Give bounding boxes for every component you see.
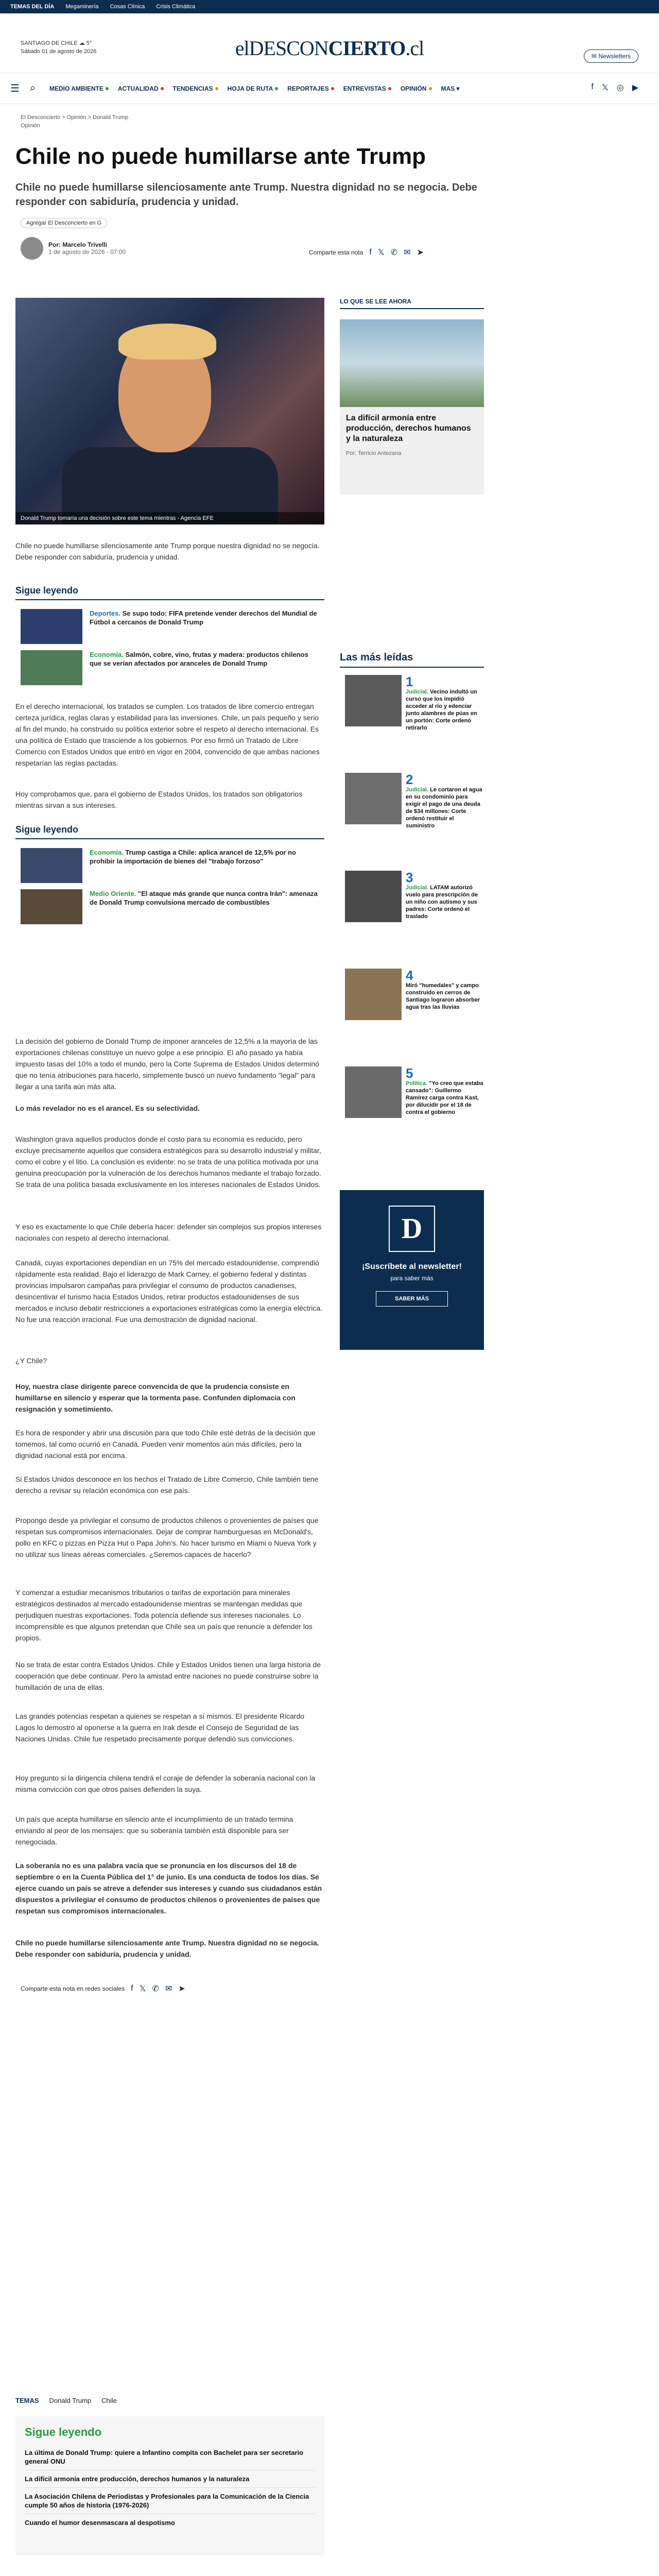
related-category: Medio Oriente.	[90, 890, 136, 897]
menu-icon[interactable]: ☰	[10, 83, 20, 94]
sigbox-item[interactable]: La Asociación Chilena de Periodistas y Profesionales para la Comunicación de la Ciencia cumple 50 años de historia (1976-2026)	[25, 2488, 315, 2514]
youtube-icon[interactable]: ▶	[632, 83, 638, 92]
paragraph: Canadá, cuyas exportaciones dependían en un 75% del mercado estadounidense, comprendió rápidamente esta realidad. Bajo el liderazgo de Mark Carney, el gobierno federal y distintas provincias impulsaron campañas para privilegiar el consumo de productos canadienses, desincentivar el turismo hacia Estados Unidos, retirar productos estadounidenses de sus mercados e incluso debatir restricciones a exportaciones estratégicas como la energía eléctrica. No fue una reacción irracional. Fue una demostración de dignidad nacional.	[15, 1259, 323, 1324]
share-label: Comparte esta nota	[309, 249, 363, 256]
paragraph: Lo más revelador no es el arancel. Es su selectividad.	[15, 1104, 200, 1112]
image-caption: Donald Trump tomaría una decisión sobre este tema mientras - Agencia EFE	[15, 512, 324, 524]
sigue-leyendo-box	[15, 2416, 324, 2555]
related-category: Deportes.	[90, 609, 120, 617]
promo-subtitle: para saber más	[390, 1275, 433, 1282]
whatsapp-icon[interactable]: ✆	[152, 1985, 159, 1993]
aside-card[interactable]	[340, 319, 484, 495]
paragraph: Propongo desde ya privilegiar el consumo de productos chilenos o provenientes de países que respetan sus compromisos internacionales. Dejar de comprar hamburguesas en McDonald's, pollo en KFC o pizzas en Pizza Hut o Papa John's. No hacer turismo en Miami o Nueva York y no utilizar sus líneas aéreas comerciales. ¿Seremos capaces de hacerlo?	[15, 1516, 319, 1558]
nav-item-mas[interactable]: MAS ▾	[441, 84, 460, 92]
share-label: Comparte esta nota en redes sociales	[21, 1985, 125, 1992]
tag-link[interactable]: Chile	[101, 2397, 117, 2404]
paragraph: Chile no puede humillarse silenciosamente ante Trump porque nuestra dignidad no se negocia. Debe responder con sabiduría, prudencia y unidad.	[15, 541, 320, 561]
nav-item-hoja-de-ruta[interactable]: HOJA DE RUTA	[228, 85, 279, 92]
article-lead: Chile no puede humillarse silenciosamente ante Trump. Nuestra dignidad no se negocia. Debe responder con sabiduría, prudencia y unidad.	[15, 182, 477, 208]
nav-item-actualidad[interactable]: ACTUALIDAD	[118, 85, 164, 92]
weather-date: Sábado 01 de agosto de 2026	[21, 48, 97, 55]
paragraph: Un país que acepta humillarse en silencio ante el incumplimiento de un tratado termina enviando al peor de los mensajes: que su soberanía también está disponible para ser renegociada.	[15, 1815, 293, 1846]
related-category: Economía.	[90, 849, 124, 856]
sigue-leyendo-heading: Sigue leyendo	[15, 585, 324, 600]
newsletter-promo	[340, 1190, 484, 1350]
aside-card-title[interactable]: La difícil armonía entre producción, derechos humanos y la naturaleza	[346, 414, 471, 443]
tag-link[interactable]: Donald Trump	[49, 2397, 92, 2404]
instagram-icon[interactable]: ◎	[616, 83, 624, 92]
author-name[interactable]: Por: Marcelo Trivelli	[48, 241, 108, 248]
most-read-item[interactable]: 5 Política. "Yo creo que estaba cansado": Guillermo Ramírez carga contra Kast, por dilucidir por el 18 de contra el gobierno	[345, 1066, 484, 1118]
search-icon[interactable]: ⌕	[30, 82, 36, 94]
related-thumb	[21, 848, 82, 883]
telegram-icon[interactable]: ➤	[178, 1985, 185, 1993]
paragraph: Hoy comprobamos que, para el gobierno de Estados Unidos, los tratados son obligatorios mientras sirvan a sus intereses.	[15, 790, 303, 809]
most-read-item[interactable]: 2 Judicial. Le cortaron el agua en su condominio para exigir el pago de una deuda de $34 millones: Corte ordenó restituir el suministro	[345, 773, 484, 829]
share-bar-bottom	[21, 1984, 185, 1994]
avatar	[21, 237, 43, 260]
x-icon[interactable]: 𝕏	[377, 248, 385, 257]
related-text: Se supo todo: FIFA pretende vender derechos del Mundial de Fútbol a cercanos de Donald Trump	[90, 609, 317, 626]
related-thumb	[21, 889, 82, 924]
paragraph: Washington grava aquellos productos donde el costo para su economía es reducido, pero excluye precisamente aquellos que considera estratégicos para su desarrollo industrial y militar, como el cobre y el litio. La conclusión es evidente: no se trata de una política motivada por una genuina preocupación por la vulneración de los derechos humanos mediante el trabajo forzado. Se trata de una política basada exclusivamente en los intereses nacionales de Estados Unidos.	[15, 1135, 321, 1189]
topic-link[interactable]: Crisis Climática	[156, 4, 196, 10]
topic-link[interactable]: Megaminería	[65, 4, 99, 10]
hero-image	[15, 298, 324, 524]
topic-link[interactable]: Cosas Clínica	[110, 4, 145, 10]
sigbox-heading: Sigue leyendo	[25, 2426, 102, 2438]
section-label[interactable]: Opinión	[21, 123, 40, 129]
paragraph: No se trata de estar contra Estados Unidos. Chile y Estados Unidos tienen una larga historia de cooperación que debe continuar. Pero la amistad entre naciones no puede construirse sobre la humillación de una de ellas.	[15, 1660, 321, 1691]
related-category: Economía.	[90, 651, 124, 658]
aside-heading: LO QUE SE LEE AHORA	[340, 298, 484, 309]
nav-item-opinion[interactable]: OPINIÓN	[401, 85, 432, 92]
nav-item-reportajes[interactable]: REPORTAJES	[287, 85, 334, 92]
x-icon[interactable]: 𝕏	[601, 83, 609, 92]
paragraph: Si Estados Unidos desconoce en los hechos el Tratado de Libre Comercio, Chile también tiene derecho a revisar su relación económica con ese país.	[15, 1475, 319, 1495]
cloud-icon: ☁	[79, 40, 85, 46]
facebook-icon[interactable]: f	[591, 82, 594, 91]
weather-city: SANTIAGO DE CHILE	[21, 40, 78, 46]
most-read-item[interactable]: 1 Judicial. Vecino indultó un curso que los impidió acceder al río y edenciar junto alambres de púas en un portón: Corte ordenó retirarlo	[345, 675, 484, 732]
share-bar	[309, 247, 424, 258]
related-thumb	[21, 650, 82, 685]
weather-temp: 5°	[86, 40, 92, 46]
mail-icon: ✉	[591, 53, 599, 60]
facebook-icon[interactable]: f	[131, 1984, 133, 1993]
topics-bar	[0, 0, 659, 13]
promo-button[interactable]: SABER MÁS	[376, 1291, 448, 1307]
paragraph: Hoy, nuestra clase dirigente parece convencida de que la prudencia consiste en humillarse en silencio y esperar que la tormenta pase. Confunden diplomacia con resignación y sometimiento.	[15, 1382, 296, 1413]
aside-card-image	[340, 319, 484, 407]
paragraph: Y eso es exactamente lo que Chile debería hacer: defender sin complejos sus propios intereses nacionales con respeto al derecho internacional.	[15, 1223, 322, 1242]
sigbox-item[interactable]: Cuando el humor desenmascara al despotismo	[25, 2519, 175, 2527]
paragraph: Hoy pregunto si la dirigencia chilena tendrá el coraje de defender la soberanía nacional con la misma convicción con que otros países defienden la suya.	[15, 1774, 316, 1793]
paragraph: La decisión del gobierno de Donald Trump de imponer aranceles de 12,5% a la mayoría de las exportaciones chilenas constituye un nuevo golpe a ese principio. El año pasado ya había impuesto tasas del 10% a todo el mundo, pero la Corte Suprema de Estados Unidos determinó que no tenía atribuciones para hacerlo, simplemente buscó un nuevo fundamento "legal" para llegar a una tarifa aún más alta.	[15, 1037, 319, 1091]
newsletter-button[interactable]: ✉ Newsletters	[584, 49, 638, 63]
whatsapp-icon[interactable]: ✆	[390, 248, 398, 257]
mas-leidas-heading: Las más leídas	[340, 652, 484, 668]
related-item[interactable]	[21, 889, 319, 924]
related-text: Trump castiga a Chile: aplica arancel de 12,5% por no prohibir la importación de bienes del "trabajo forzoso"	[90, 849, 296, 865]
sigbox-item[interactable]: La última de Donald Trump: quiere a Infantino compita con Bachelet para ser secretario general ONU	[25, 2444, 315, 2470]
email-icon[interactable]: ✉	[404, 248, 411, 257]
related-item[interactable]	[21, 609, 319, 644]
most-read-item[interactable]: 4 Miró "humedales" y campo construido en cerros de Santiago lograron absorber agua tras las lluvias	[345, 969, 484, 1020]
topic-label: TEMAS DEL DÍA	[10, 4, 55, 10]
tags-bar	[15, 2397, 117, 2404]
paragraph: ¿Y Chile?	[15, 1357, 47, 1365]
site-logo[interactable]: elDESCONCIERTO.cl	[235, 37, 424, 60]
google-news-button[interactable]: Agregar El Desconcierto en G	[21, 218, 107, 228]
most-read-item[interactable]: 3 Judicial. LATAM autorizó vuelo para prescripción de un niño con autismo y sus padres: Corte ordenó el traslado	[345, 871, 484, 922]
article-date: 1 de agosto de 2026 - 07:00	[48, 248, 126, 256]
email-icon[interactable]: ✉	[165, 1985, 172, 1993]
related-item[interactable]	[21, 650, 319, 685]
related-text: Salmón, cobre, vino, frutas y madera: productos chilenos que se verían afectados por aranceles de Donald Trump	[90, 651, 308, 667]
nav-item-entrevistas[interactable]: ENTREVISTAS	[343, 85, 391, 92]
nav-item-medio-ambiente[interactable]: MEDIO AMBIENTE	[49, 85, 109, 92]
telegram-icon[interactable]: ➤	[417, 248, 424, 257]
x-icon[interactable]: 𝕏	[139, 1985, 146, 1993]
aside-card-author: Por: Terricio Antezana	[346, 450, 402, 456]
paragraph: Chile no puede humillarse silenciosamente ante Trump. Nuestra dignidad no se negocia. Debe responder con sabiduría, prudencia y unidad.	[15, 1939, 319, 1958]
sigue-leyendo-heading: Sigue leyendo	[15, 824, 324, 839]
related-item[interactable]	[21, 848, 319, 883]
breadcrumb[interactable]: El Desconcierto > Opinión > Donald Trump	[21, 114, 129, 121]
paragraph: Las grandes potencias respetan a quienes se respetan a sí mismos. El presidente Ricardo Lagos lo demostró al oponerse a la guerra en Irak desde el Consejo de Seguridad de las Naciones Unidas. Chile fue respetado precisamente porque defendió sus convicciones.	[15, 1712, 305, 1743]
paragraph: Es hora de responder y abrir una discusión para que todo Chile esté detrás de la decisión que tomemos, tal como ocurrió en Canadá. Pueden venir momentos aún más difíciles, pero la dignidad nacional está por encima.	[15, 1429, 316, 1460]
nav-item-tendencias[interactable]: TENDENCIAS	[173, 85, 218, 92]
sigbox-item[interactable]: La difícil armonía entre producción, derechos humanos y la naturaleza	[25, 2470, 315, 2488]
main-nav	[0, 73, 659, 104]
paragraph: En el derecho internacional, los tratados se cumplen. Los tratados de libre comercio entregan certeza jurídica, reglas claras y estabilidad para las inversiones. Chile, un país pequeño y serio al fin del mundo, ha construido su política exterior sobre el respeto al derecho internacional. Es una política de Estado que trasciende a los gobiernos. Por eso firmó un Tratado de Libre Comercio con Estados Unidos que entró en vigor en 2004, convencido de que ambas naciones respetarían las reglas pactadas.	[15, 702, 320, 767]
promo-title: ¡Suscríbete al newsletter!	[362, 1262, 462, 1271]
site-header	[0, 13, 659, 73]
facebook-icon[interactable]: f	[369, 248, 372, 257]
article-title: Chile no puede humillarse ante Trump	[15, 144, 426, 169]
paragraph: Y comenzar a estudiar mecanismos tributarios o tarifas de exportación para minerales estratégicos destinados al mercado estadounidense mientras se mantengan medidas que perjudiquen nuestras exportaciones. Toda potencia defiende sus intereses nacionales. Lo incomprensible es que algunos pretendan que Chile sea un país que renuncie a defender los propios.	[15, 1588, 313, 1642]
author-block	[21, 237, 126, 260]
related-text: "El ataque más grande que nunca contra Irán": amenaza de Donald Trump convulsiona mercado de combustibles	[90, 890, 318, 906]
promo-logo: D	[389, 1206, 435, 1252]
related-thumb	[21, 609, 82, 644]
tags-label: TEMAS	[15, 2397, 39, 2404]
paragraph: La soberanía no es una palabra vacía que se pronuncia en los discursos del 18 de septiembre o en la Cuenta Pública del 1° de junio. Es una conducta de todos los días. Se ejerce cuando un país se atreve a defender sus intereses y cuando sus ciudadanos están dispuestos a privilegiar el consumo de productos chilenos o provenientes de países que respetan sus compromisos internacionales.	[15, 1861, 322, 1915]
